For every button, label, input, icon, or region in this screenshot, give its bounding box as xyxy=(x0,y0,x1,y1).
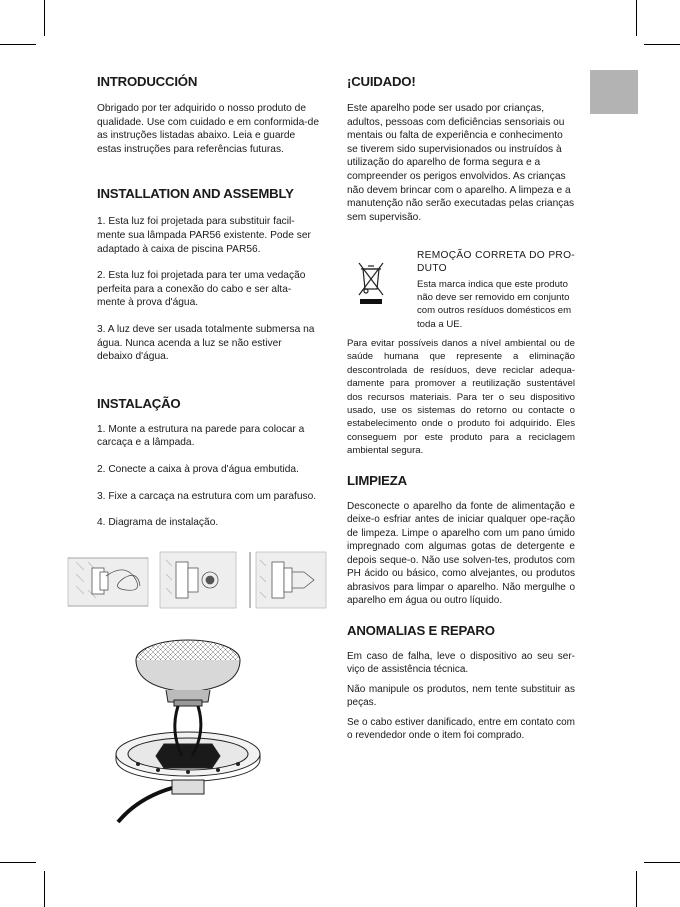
install-item: 3. A luz deve ser usada totalmente submersa na água. Nunca acenda a luz se não estiver debaixo d'água. xyxy=(97,323,315,363)
anomalies-item: Não manipule os produtos, nem tente substituir as peças. xyxy=(347,683,575,709)
anomalies-heading: ANOMALIAS E REPARO xyxy=(347,622,495,638)
instalacao-item: 4. Diagrama de instalação. xyxy=(97,517,219,529)
right-column xyxy=(347,74,575,224)
instalacao-item: 1. Monte a estrutura na parede para colocar a carcaça e a lâmpada. xyxy=(97,423,305,449)
installation-heading: INSTALLATION AND ASSEMBLY xyxy=(97,186,294,202)
crop-mark xyxy=(636,0,637,36)
intro-text: Obrigado por ter adquirido o nosso produto de qualidade. Use com cuidado e em conformida-de as instruções listadas abaixo. Leia e guarde estas instruções para referências futuras. xyxy=(97,103,319,155)
instalacao-item: 2. Conecte a caixa à prova d'água embutida. xyxy=(97,463,299,475)
lamp-installation-diagram xyxy=(108,632,268,827)
crop-mark xyxy=(0,44,36,45)
install-item: 1. Esta luz foi projetada para substituir facil-mente sua lâmpada PAR56 existente. Pode ser adaptado à caixa de piscina PAR56. xyxy=(97,216,311,255)
step-diagram-3 xyxy=(250,552,326,608)
crop-mark xyxy=(44,0,45,36)
right-column-lower xyxy=(347,337,575,743)
crop-mark xyxy=(44,871,45,907)
crossed-out-wheelie-bin-icon xyxy=(357,261,385,306)
instalacao-item: 3. Fixe a carcaça na estrutura com um parafuso. xyxy=(97,490,317,502)
instalacao-heading: INSTALAÇÃO xyxy=(97,395,181,411)
step-diagram-2 xyxy=(160,552,236,608)
anomalies-item: Se o cabo estiver danificado, entre em contato com o revendedor onde o item foi comprado. xyxy=(347,716,575,742)
installation-step-diagrams xyxy=(66,548,331,610)
crop-mark xyxy=(0,862,36,863)
lamp xyxy=(136,640,240,706)
base-pipe xyxy=(172,780,204,794)
weee-disposal-notice xyxy=(347,249,575,329)
crop-mark xyxy=(644,862,680,863)
weee-title: REMOÇÃO CORRETA DO PRO-DUTO xyxy=(417,250,575,274)
caution-text: Este aparelho pode ser usado por crianças, adultos, pessoas com deficiências sensoriais ou mentais ou falta de experiência e conhecimento se tiverem sido supervisionados ou instruídos à utilização do aparelho de forma segura e a compreender os perigos envolvidos. As crianças não devem brincar com o aparelho. A limpeza e a manutenção não serão executadas pelas crianças sem supervisão. xyxy=(347,103,575,223)
step-diagram-1 xyxy=(68,558,148,606)
anomalies-item: Em caso de falha, leve o dispositivo ao seu ser-viço de assistência técnica. xyxy=(347,650,575,676)
crop-mark xyxy=(644,44,680,45)
intro-heading: INTRODUCCIÓN xyxy=(97,74,198,89)
crop-mark xyxy=(636,871,637,907)
cleaning-heading: LIMPIEZA xyxy=(347,472,407,488)
left-column xyxy=(97,74,319,530)
mounting-ring xyxy=(116,732,260,782)
caution-heading: ¡CUIDADO! xyxy=(347,74,416,89)
environment-text: Para evitar possíveis danos a nível ambiental ou de saúde humana que represente a eliminação descontrolada de resíduos, deve reciclar adequa-damente para promover a reutilização sustentável dos recursos materiais. Para ter o seu dispositivo usado, use os sistemas do retorno ou contacte o estabelecimento onde o produto foi adquirido. Eles conseguem por este produto para a reciclagem ambiental segura. xyxy=(347,338,575,457)
page-tab xyxy=(590,70,638,114)
install-item: 2. Esta luz foi projetada para ter uma vedação perfeita para a conexão do cabo e ser alta-mente à prova d'água. xyxy=(97,270,306,309)
weee-text: Esta marca indica que este produto não deve ser removido em conjunto com outros resíduos domésticos em toda a UE. xyxy=(417,279,572,330)
cleaning-text: Desconecte o aparelho da fonte de alimentação e deixe-o esfriar antes de iniciar qualquer ope-ração de limpeza. Limpe o aparelho com um pano úmido impregnado com algumas gotas de detergente e depois seque-o. Não use solven-tes, produtos com PH ácido ou básico, como alvejantes, ou produtos abrasivos para limpar o aparelho. Não mergulhe o aparelho em água ou outro líquido. xyxy=(347,500,575,607)
